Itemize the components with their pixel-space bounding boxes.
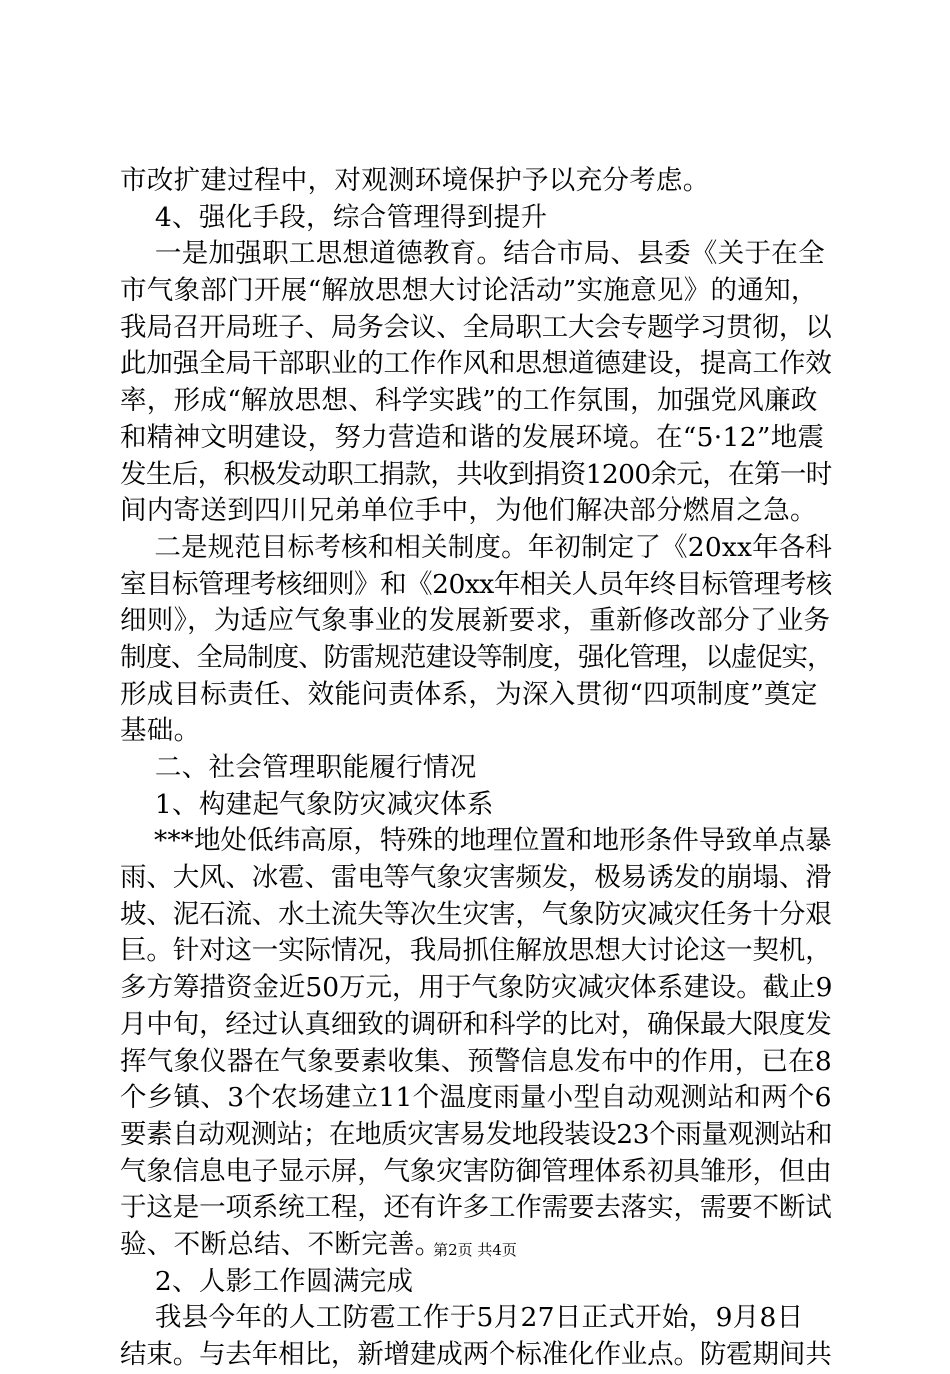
text-line: 市气象部门开展“解放思想大讨论活动”实施意见》的通知， [120, 275, 818, 307]
text-line: 坡、泥石流、水土流失等次生灾害，气象防灾减灾任务十分艰 [120, 898, 832, 930]
text-line: 室目标管理考核细则》和《20xx年相关人员年终目标管理考核 [120, 568, 832, 600]
text-line: 要素自动观测站；在地质灾害易发地段装设23个雨量观测站和 [120, 1118, 833, 1150]
text-line: 个乡镇、3个农场建立11个温度雨量小型自动观测站和两个6 [120, 1082, 832, 1114]
text-line: 一是加强职工思想道德教育。结合市局、县委《关于在全 [120, 238, 825, 270]
text-line: 于这是一项系统工程，还有许多工作需要去落实，需要不断试 [120, 1192, 832, 1224]
text-line: 月中旬，经过认真细致的调研和科学的比对，确保最大限度发 [120, 1008, 832, 1040]
text-line: 间内寄送到四川兄弟单位手中，为他们解决部分燃眉之急。 [120, 495, 817, 527]
text-line: 我县今年的人工防雹工作于5月27日正式开始，9月8日 [120, 1302, 804, 1334]
text-line: 多方筹措资金近50万元，用于气象防灾减灾体系建设。截止9 [120, 972, 833, 1004]
text-line: 此加强全局干部职业的工作作风和思想道德建设，提高工作效 [120, 348, 832, 380]
text-line: 2、人影工作圆满完成 [120, 1265, 414, 1297]
text-line: 我局召开局班子、局务会议、全局职工大会专题学习贯彻，以 [120, 311, 832, 343]
text-line: 制度、全局制度、防雷规范建设等制度，强化管理，以虚促实， [120, 641, 833, 673]
text-line: 发生后，积极发动职工捐款，共收到捐资1200余元，在第一时 [120, 458, 832, 490]
text-line: 验、不断总结、不断完善。 [120, 1228, 442, 1260]
text-line: 结束。与去年相比，新增建成两个标准化作业点。防雹期间共 [120, 1339, 832, 1370]
text-line: ***地处低纬高原，特殊的地理位置和地形条件导致单点暴 [120, 825, 832, 857]
document-body [120, 163, 832, 1374]
text-line: 4、强化手段，综合管理得到提升 [120, 201, 548, 233]
text-line: 和精神文明建设，努力营造和谐的发展环境。在“5·12”地震 [120, 421, 825, 453]
text-line: 基础。 [120, 715, 201, 747]
text-line: 形成目标责任、效能问责体系，为深入贯彻“四项制度”奠定 [120, 678, 818, 710]
text-line: 二、社会管理职能履行情况 [120, 752, 477, 783]
page-footer: 第2页 共4页 [433, 1241, 517, 1259]
text-line: 巨。针对这一实际情况，我局抓住解放思想大讨论这一契机， [120, 935, 832, 967]
text-line: 雨、大风、冰雹、雷电等气象灾害频发，极易诱发的崩塌、滑 [120, 862, 832, 894]
text-line: 细则》，为适应气象事业的发展新要求，重新修改部分了业务 [120, 605, 831, 637]
text-line: 市改扩建过程中，对观测环境保护予以充分考虑。 [120, 165, 710, 196]
text-line: 二是规范目标考核和相关制度。年初制定了《20xx年各科 [120, 531, 833, 563]
text-line: 1、构建起气象防灾减灾体系 [120, 788, 494, 820]
text-line: 气象信息电子显示屏，气象灾害防御管理体系初具雏形，但由 [120, 1155, 832, 1187]
text-line: 挥气象仪器在气象要素收集、预警信息发布中的作用，已在8 [120, 1045, 832, 1077]
text-line: 率，形成“解放思想、科学实践”的工作氛围，加强党风廉政 [120, 385, 818, 417]
